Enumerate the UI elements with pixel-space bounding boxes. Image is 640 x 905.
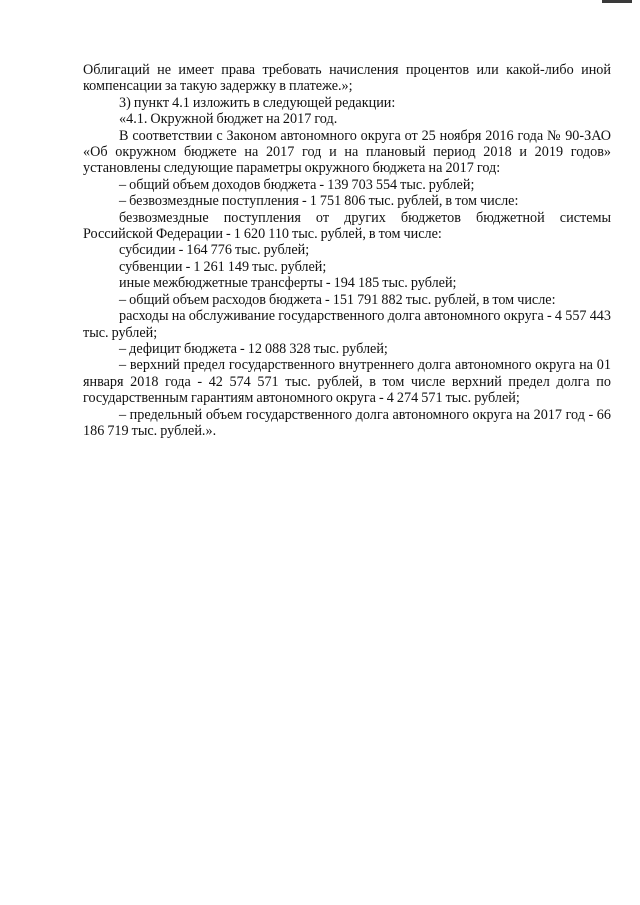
paragraph-transfers-other-budgets: безвозмездные поступления от других бюджетов бюджетной системы Российской Федерации - 1 620 110 тыс. рублей, в том числе:	[83, 209, 611, 243]
paragraph-revenue: – общий объем доходов бюджета - 139 703 554 тыс. рублей;	[119, 176, 475, 193]
paragraph-subsidies: субсидии - 164 776 тыс. рублей;	[119, 242, 310, 259]
paragraph-deficit: – дефицит бюджета - 12 088 328 тыс. рублей;	[119, 340, 388, 357]
paragraph-subventions: субвенции - 1 261 149 тыс. рублей;	[119, 258, 327, 275]
paragraph-expenditures: – общий объем расходов бюджета - 151 791 882 тыс. рублей, в том числе:	[119, 291, 556, 308]
scan-edge-mark	[602, 0, 632, 3]
paragraph-debt-service: расходы на обслуживание государственного долга автономного округа - 4 557 443 тыс. рублей;	[83, 308, 611, 341]
paragraph-item-3: 3) пункт 4.1 изложить в следующей редакции:	[119, 94, 396, 111]
paragraph-gratuitous-receipts: – безвозмездные поступления - 1 751 806 тыс. рублей, в том числе:	[119, 193, 519, 210]
paragraph-law-reference: В соответствии с Законом автономного округа от 25 ноября 2016 года № 90-ЗАО «Об окружном бюджете на 2017 год и на плановый период 2018 и 2019 годов» установлены следующие параметры окружного бюджета на 2017 год:	[83, 127, 611, 177]
paragraph-other-transfers: иные межбюджетные трансферты - 194 185 тыс. рублей;	[119, 275, 457, 292]
paragraph-debt-maximum: – предельный объем государственного долга автономного округа на 2017 год - 66 186 719 тыс. рублей.».	[83, 406, 611, 439]
paragraph-section-title: «4.1. Окружной бюджет на 2017 год.	[119, 111, 338, 128]
paragraph-debt-upper-limit: – верхний предел государственного внутреннего долга автономного округа на 01 января 2018 года - 42 574 571 тыс. рублей, в том числе верхний предел долга по государственным гарантиям автономного округа - 4 274 571 тыс. рублей;	[83, 357, 611, 407]
document-body	[83, 62, 611, 439]
paragraph-continuation: Облигаций не имеет права требовать начисления процентов или какой-либо иной компенсации за такую задержку в платеже.»;	[83, 62, 611, 95]
